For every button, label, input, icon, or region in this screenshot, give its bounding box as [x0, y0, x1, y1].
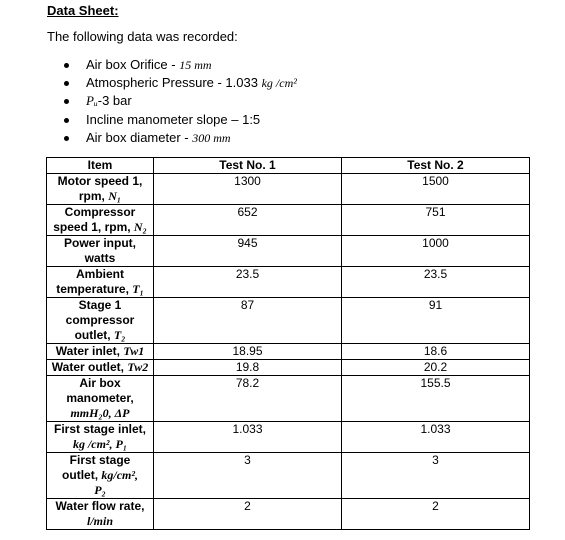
row-label: Compressor speed 1, rpm, N₂	[47, 205, 154, 236]
cell-test-2: 751	[342, 205, 530, 236]
cell-test-1: 78.2	[154, 376, 342, 422]
bullet-icon	[64, 118, 69, 123]
list-item: Pᵤ-3 bar	[60, 92, 297, 110]
cell-test-1: 652	[154, 205, 342, 236]
cell-test-2: 1500	[342, 174, 530, 205]
table-row	[47, 499, 530, 530]
table-row	[47, 205, 530, 236]
cell-test-2: 91	[342, 298, 530, 344]
row-label: First stage inlet, kg /cm², P₁	[47, 422, 154, 453]
row-label: Ambient temperature, T₁	[47, 267, 154, 298]
cell-test-2: 20.2	[342, 360, 530, 376]
table-row	[47, 376, 530, 422]
row-label: Power input, watts	[47, 236, 154, 267]
cell-test-1: 945	[154, 236, 342, 267]
bullet-icon	[64, 63, 69, 68]
table-row	[47, 267, 530, 298]
data-table	[46, 157, 530, 530]
table-row	[47, 422, 530, 453]
row-label: Water inlet, Tw1	[47, 344, 154, 360]
table-row	[47, 360, 530, 376]
list-item: Incline manometer slope – 1:5	[60, 111, 297, 129]
specs-list	[60, 56, 297, 147]
table-row	[47, 344, 530, 360]
cell-test-1: 1300	[154, 174, 342, 205]
intro-text: The following data was recorded:	[47, 29, 238, 44]
bullet-icon	[64, 81, 69, 86]
column-header-test-2: Test No. 2	[342, 158, 530, 174]
row-label: Motor speed 1, rpm, N₁	[47, 174, 154, 205]
cell-test-2: 155.5	[342, 376, 530, 422]
bullet-icon	[64, 99, 69, 104]
row-label: Water outlet, Tw2	[47, 360, 154, 376]
table-header-row	[47, 158, 530, 174]
table-row	[47, 174, 530, 205]
row-label: Air box manometer, mmH₂0, ΔP	[47, 376, 154, 422]
list-item: Air box diameter - 300 mm	[60, 129, 297, 147]
cell-test-2: 3	[342, 453, 530, 499]
list-item: Air box Orifice - 15 mm	[60, 56, 297, 74]
row-label: Water flow rate, l/min	[47, 499, 154, 530]
cell-test-1: 18.95	[154, 344, 342, 360]
cell-test-2: 2	[342, 499, 530, 530]
cell-test-1: 1.033	[154, 422, 342, 453]
table-row	[47, 298, 530, 344]
column-header-test-1: Test No. 1	[154, 158, 342, 174]
table-row	[47, 453, 530, 499]
cell-test-1: 23.5	[154, 267, 342, 298]
page-heading: Data Sheet:	[47, 3, 119, 18]
row-label: First stage outlet, kg/cm², P₂	[47, 453, 154, 499]
list-item: Atmospheric Pressure - 1.033 kg /cm²	[60, 74, 297, 92]
cell-test-1: 3	[154, 453, 342, 499]
table-row	[47, 236, 530, 267]
cell-test-2: 18.6	[342, 344, 530, 360]
bullet-icon	[64, 136, 69, 141]
cell-test-1: 87	[154, 298, 342, 344]
column-header-item: Item	[47, 158, 154, 174]
cell-test-2: 1.033	[342, 422, 530, 453]
row-label: Stage 1 compressor outlet, T₂	[47, 298, 154, 344]
cell-test-1: 19.8	[154, 360, 342, 376]
cell-test-1: 2	[154, 499, 342, 530]
cell-test-2: 23.5	[342, 267, 530, 298]
cell-test-2: 1000	[342, 236, 530, 267]
